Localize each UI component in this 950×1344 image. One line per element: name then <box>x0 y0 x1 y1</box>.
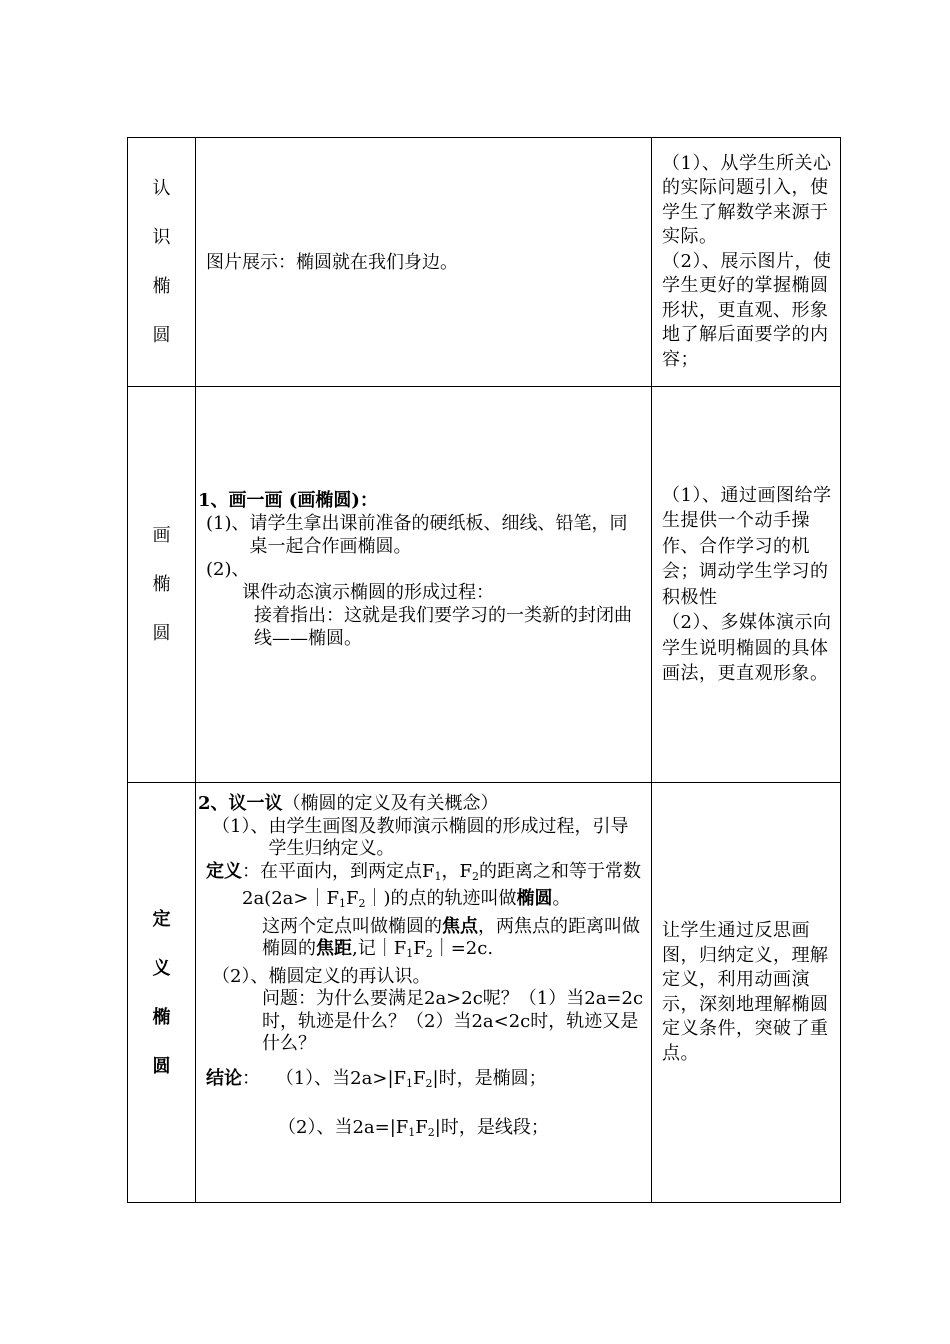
content-cell <box>196 783 652 1203</box>
definition: 定义 ：在平面内，到两定点$F_1$，$F_2$的距离之和等于常数$2a(2a>|F_1F_2|)$的点的轨迹叫做椭圆。 <box>206 860 641 910</box>
row-draw-ellipse <box>128 387 841 783</box>
content-text: 图片展示：椭圆就在我们身边。 <box>206 251 458 273</box>
lesson-plan-table <box>127 137 841 1203</box>
content-cell <box>196 387 652 783</box>
design-notes: （1）、从学生所关心的实际问题引入，使学生了解数学来源于实际。 （2）、展示图片，使学生更好的掌握椭圆形状，更直观、形象地了解后面要学的内容； <box>662 152 832 370</box>
design-notes: （1）、通过画图给学生提供一个动手操作、合作学习的机会；调动学生学习的积极性 （2）、多媒体演示向学生说明椭圆的具体画法，更直观形象。 <box>662 484 832 684</box>
question: 问题：为什么要满足2a>2c呢？（1）当2a=2c时，轨迹是什么？（2）当2a<2c时，轨迹又是什么？ <box>262 988 644 1054</box>
notes-cell <box>652 387 841 783</box>
point-line: 接着指出：这就是我们要学习的一类新的封闭曲线——椭圆。 <box>254 605 632 649</box>
conclusion-1: 结论： （1）、当$2a>|F_1F_2|$时，是椭圆； <box>206 1067 547 1090</box>
row-define-ellipse <box>128 783 841 1203</box>
define-content <box>196 783 651 1165</box>
conclusion-2: （2）、当$2a=|F_1F_2|$时，是线段； <box>278 1117 549 1139</box>
item-1: （1）、 由学生画图及教师演示椭圆的形成过程，引导学生归纳定义。 <box>212 815 629 859</box>
content-cell <box>196 138 652 387</box>
notes-cell <box>652 138 841 387</box>
stage-title: 画 椭 圆 <box>152 525 171 644</box>
item-1: (1)、 请学生拿出课前准备的硬纸板、细线、铅笔，同桌一起合作画椭圆。 <box>206 513 628 557</box>
stage-title: 定 义 椭 圆 <box>152 908 171 1077</box>
design-notes: 让学生通过反思画图，归纳定义，理解定义，利用动画演示，深刻地理解椭圆定义条件，突破了重点。 <box>662 920 829 1064</box>
focus-definition: 这两个定点叫做椭圆的焦点，两焦点的距离叫做椭圆的焦距,记$|F_1F_2|=2c$. <box>262 915 640 960</box>
stage-cell <box>128 783 196 1203</box>
stage-cell <box>128 387 196 783</box>
section-heading: 2、议一议（椭圆的定义及有关概念） <box>198 793 499 814</box>
item-2: （2）、椭圆定义的再认识。 <box>212 965 431 987</box>
notes-cell <box>652 783 841 1203</box>
demo-line: 课件动态演示椭圆的形成过程： <box>242 582 494 603</box>
draw-content <box>196 489 651 680</box>
stage-cell <box>128 138 196 387</box>
row-recognize-ellipse <box>128 138 841 387</box>
section-heading: 1、画一画 (画椭圆)： <box>198 490 378 511</box>
item-2-label: (2)、 <box>206 559 250 580</box>
stage-title: 认 识 椭 圆 <box>152 178 171 346</box>
